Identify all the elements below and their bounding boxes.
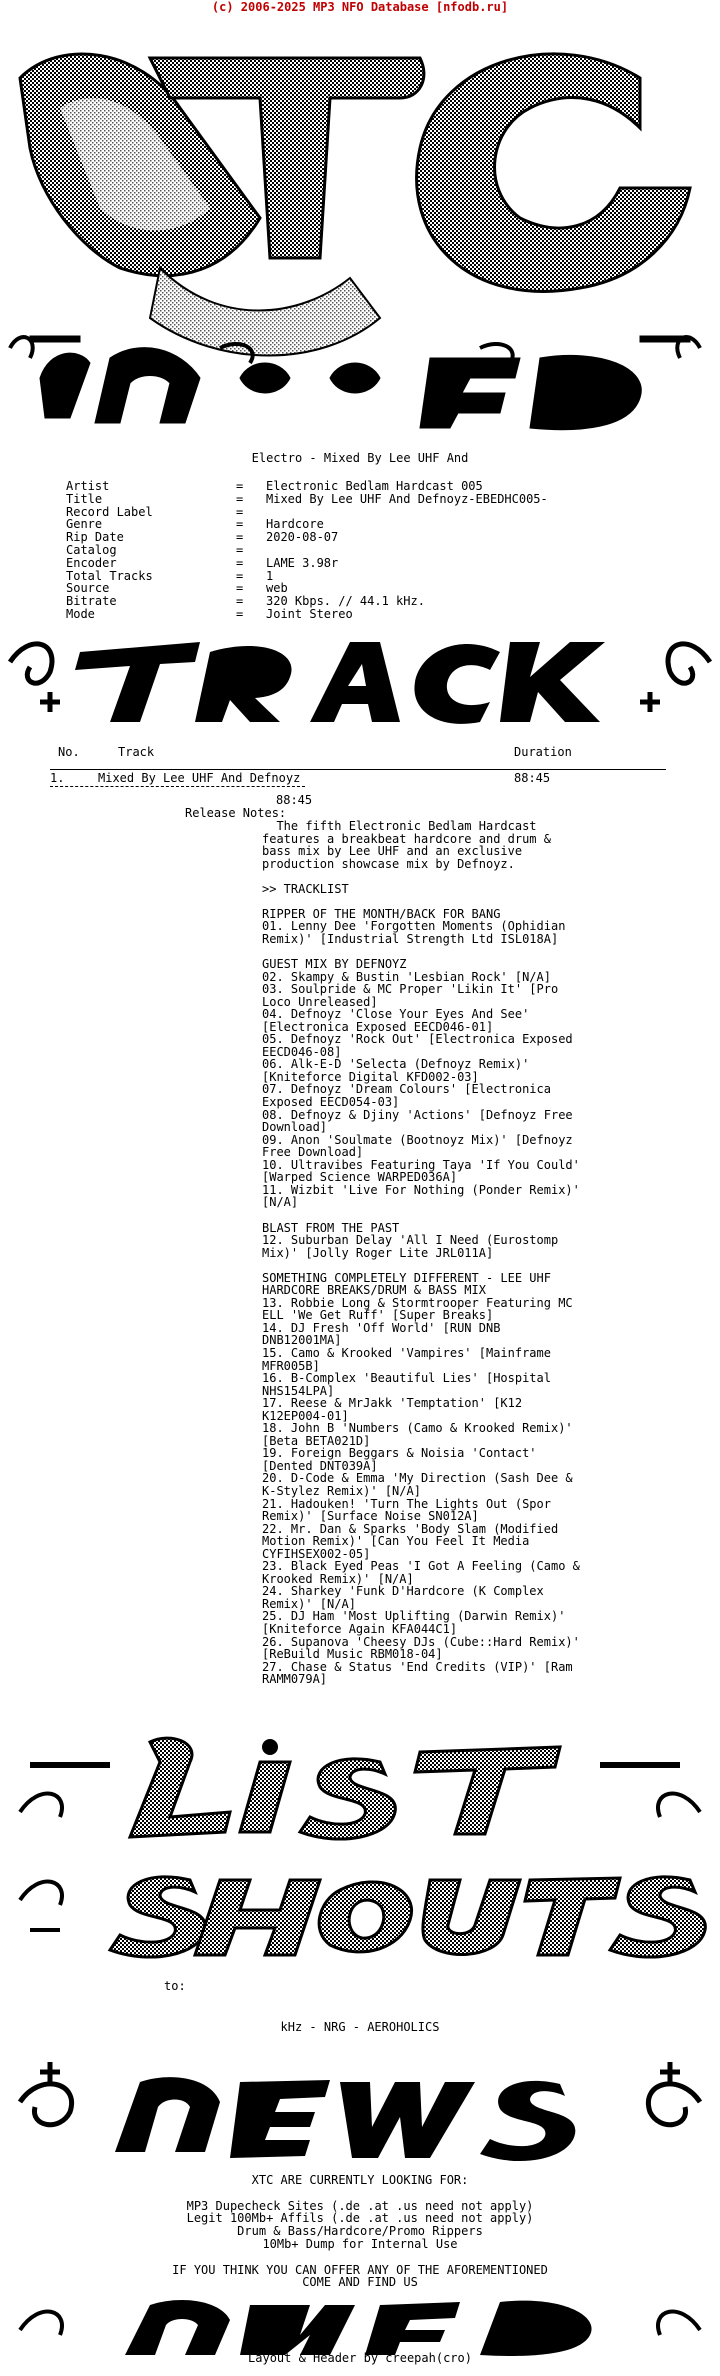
tracks-logo-art <box>0 622 720 732</box>
tracklist-col-track: Track <box>118 745 155 759</box>
release-info-block <box>66 480 548 621</box>
info-key: Genre <box>66 517 103 532</box>
info-key: Title <box>66 491 103 506</box>
info-row-rip-date <box>66 531 548 544</box>
list-logo-art <box>0 1722 720 1847</box>
info-value: Hardcore <box>266 517 324 532</box>
news-line <box>0 2187 720 2200</box>
info-value: 320 Kbps. // 44.1 kHz. <box>266 594 425 609</box>
info-eq: = <box>236 581 244 596</box>
news-logo-art <box>0 2052 720 2164</box>
shouts-list: kHz - NRG - AEROHOLICS <box>280 2020 440 2034</box>
info-eq: = <box>236 542 244 557</box>
info-eq: = <box>236 594 244 609</box>
track-row-number: 1. <box>50 771 65 785</box>
info-row-total-tracks <box>66 570 548 583</box>
info-key: Encoder <box>66 555 117 570</box>
info-eq: = <box>236 568 244 583</box>
info-value: LAME 3.98r <box>266 555 339 570</box>
info-value: web <box>266 581 288 596</box>
info-key: Mode <box>66 606 95 621</box>
info-key: Total Tracks <box>66 568 153 583</box>
tracklist-top-rule <box>50 769 666 770</box>
info-row-encoder <box>66 557 548 570</box>
info-value: Electronic Bedlam Hardcast 005 <box>266 479 483 493</box>
news-block <box>0 2174 720 2289</box>
tracklist-total-rule <box>50 786 305 787</box>
info-key: Record Label <box>66 504 153 519</box>
news-line: IF YOU THINK YOU CAN OFFER ANY OF THE AFOREMENTIONED <box>172 2262 548 2277</box>
news-line: MP3 Dupecheck Sites (.de .at .us need not apply) <box>186 2198 534 2213</box>
info-eq: = <box>236 530 244 545</box>
header-logo-art <box>0 18 720 448</box>
info-eq: = <box>236 491 244 506</box>
info-value: Mixed By Lee UHF And Defnoyz-EBEDHC005- <box>266 491 548 506</box>
track-row-duration: 88:45 <box>514 771 551 785</box>
info-key: Bitrate <box>66 594 117 609</box>
info-value: 2020-08-07 <box>266 530 339 545</box>
release-notes-label: Release Notes: <box>185 806 287 820</box>
copyright-notice: (c) 2006-2025 MP3 NFO Database [nfodb.ru] <box>211 0 509 14</box>
info-eq: = <box>236 606 244 621</box>
info-eq: = <box>236 479 244 493</box>
news-line: XTC ARE CURRENTLY LOOKING FOR: <box>251 2173 469 2187</box>
news-line: Legit 100Mb+ Affils (.de .at .us need not apply) <box>186 2211 534 2226</box>
info-eq: = <box>236 517 244 532</box>
footer-logo-art <box>0 2290 720 2360</box>
info-key: Rip Date <box>66 530 124 545</box>
info-row-catalog <box>66 544 548 557</box>
info-key: Source <box>66 581 110 596</box>
info-key: Artist <box>66 479 110 493</box>
news-line <box>0 2251 720 2264</box>
header-subtitle: Electro - Mixed By Lee UHF And <box>251 451 469 465</box>
info-eq: = <box>236 555 244 570</box>
shouts-to-label: to: <box>164 1979 186 1993</box>
info-row-title <box>66 493 548 506</box>
tracklist-col-duration: Duration <box>514 745 572 759</box>
track-row-title: Mixed By Lee UHF And Defnoyz <box>98 771 301 785</box>
news-line: 10Mb+ Dump for Internal Use <box>262 2236 458 2251</box>
info-row-artist <box>66 480 548 493</box>
tracklist-col-no: No. <box>58 745 80 759</box>
info-eq: = <box>236 504 244 519</box>
footer-credit: Layout & Header by creepah(cro) <box>248 2351 472 2365</box>
info-key: Catalog <box>66 542 117 557</box>
news-line: COME AND FIND US <box>302 2275 418 2290</box>
info-value: 1 <box>266 568 274 583</box>
tracklist-total-duration: 88:45 <box>276 793 313 807</box>
news-line: Drum & Bass/Hardcore/Promo Rippers <box>237 2224 483 2239</box>
info-row-mode <box>66 608 548 621</box>
release-notes-text: The fifth Electronic Bedlam Hardcast features a breakbeat hardcore and drum & bass mix by Lee UHF and an exclusive production showcase mix by Defnoyz. >> TRACKLIST RIPPER OF THE MONTH/BACK FOR BANG 01. Lenny Dee 'Forgotten Moments (Ophidian Remix)' [Industrial Strength Ltd ISL018A] GUEST MIX BY DEFNOYZ 02. Skampy & Bustin 'Lesbian Rock' [N/A] 03. Soulpride & MC Proper 'Likin It' [Pro Loco Unreleased] 04. Defnoyz 'Close Your Eyes And See' [Electronica Exposed EECD046-01] 05. Defnoyz 'Rock Out' [Electronica Exposed EECD046-08] 06. Alk-E-D 'Selecta (Defnoyz Remix)' [Kniteforce Digital KFD002-03] 07. Defnoyz 'Dream Colours' [Electronica Exposed EECD054-03] 08. Defnoyz & Djiny 'Actions' [Defnoyz Free Download] 09. Anon 'Soulmate (Bootnoyz Mix)' [Defnoyz Free Download] 10. Ultravibes Featuring Taya 'If You Could' [Warped Science WARPED036A] 11. Wizbit 'Live For Nothing (Ponder Remix)' [N/A] BLAST FROM THE PAST 12. Suburban Delay 'All I Need (Eurostomp Mix)' [Jolly Roger Lite JRL011A] SOMETHING COMPLETELY DIFFERENT - LEE UHF HARDCORE BREAKS/DRUM & BASS MIX 13. Robbie Long & Stormtrooper Featuring MC ELL 'We Get Ruff' [Super Breaks] 14. DJ Fresh 'Off World' [RUN DNB DNB12001MA] 15. Camo & Krooked 'Vampires' [Mainframe MFR005B] 16. B-Complex 'Beautiful Lies' [Hospital NHS154LPA] 17. Reese & MrJakk 'Temptation' [K12 K12EP004-01] 18. John B 'Numbers (Camo & Krooked Remix)' [Beta BETA021D] 19. Foreign Beggars & Noisia 'Contact' [Dented DNT039A] 20. D-Code & Emma 'My Direction (Sash Dee & K-Stylez Remix)' [N/A] 21. Hadouken! 'Turn The Lights Out (Spor Remix)' [Surface Noise SN012A] 22. Mr. Dan & Sparks 'Body Slam (Modified Motion Remix)' [Can You Feel It Media CYFIHSEX002-05] 23. Black Eyed Peas 'I Got A Feeling (Camo & Krooked Remix)' [N/A] 24. Sharkey 'Funk D'Hardcore (K Complex Remix)' [N/A] 25. DJ Ham 'Most Uplifting (Darwin Remix)' [Kniteforce Again KFA044C1] 26. Supanova 'Cheesy DJs (Cube::Hard Remix)' [ReBuild Music RBM018-04] 27. Chase & Status 'End Credits (VIP)' [Ram RAMM079A] <box>262 819 580 1687</box>
shouts-logo-art <box>0 1850 720 1970</box>
info-value: Joint Stereo <box>266 606 353 621</box>
